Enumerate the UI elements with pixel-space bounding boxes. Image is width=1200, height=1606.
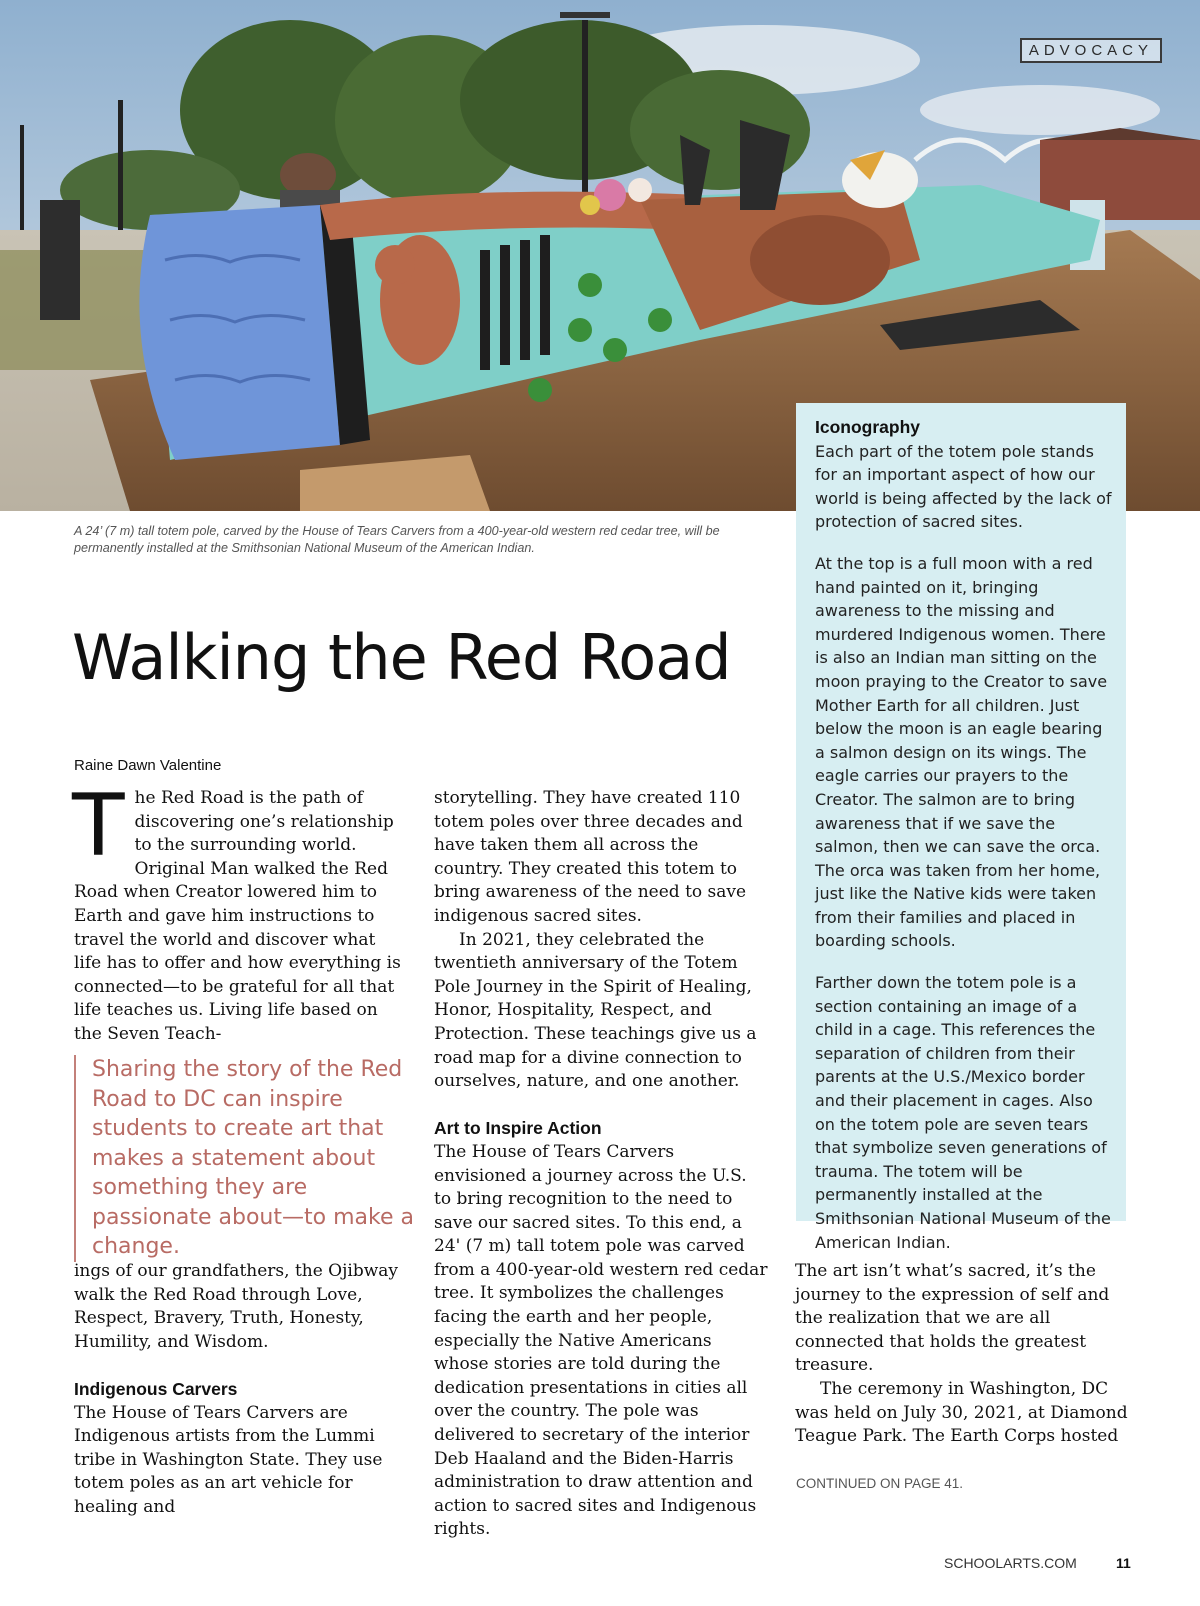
article-title: Walking the Red Road (72, 621, 731, 694)
sidebar-paragraph-1: Each part of the totem pole stands for an important aspect of how our world is being affected by the lack of protection of sacred sites. (815, 441, 1112, 532)
seven-teachings-paragraph: ings of our grandfathers, the Ojibway walk the Red Road through Love, Respect, Bravery, Truth, Honesty, Humility, and Wisdom. (74, 1261, 399, 1352)
anniversary-paragraph: In 2021, they celebrated the twentieth anniversary of the Totem Pole Journey in the Spirit of Healing, Honor, Hospitality, Respect, and Protection. These teachings give us a road map for a divine connection to ourselves, nature, and one another. (434, 929, 757, 1092)
section-tag: ADVOCACY (1020, 38, 1162, 63)
column-2 (434, 787, 769, 1542)
photo-caption: A 24’ (7 m) tall totem pole, carved by the House of Tears Carvers from a 400-year-old western red cedar tree, will be permanently installed at the Smithsonian National Museum of the American Indian. (74, 524, 720, 555)
storytelling-paragraph: storytelling. They have created 110 totem poles over three decades and have taken them all across the country. They created this totem to bring awareness of the need to save indigenous sacred sites. (434, 788, 747, 926)
column-1-continued (74, 1260, 404, 1520)
journey-paragraph: The House of Tears Carvers envisioned a journey across the U.S. to bring recognition to the need to save our sacred sites. To this end, a 24' (7 m) tall totem pole was carved from a 400-year-old western red cedar tree. It symbolizes the challenges facing the earth and her people, especially the Native Americans whose stories are told during the dedication presentations in cities all over the country. The pole was delivered to secretary of the interior Deb Haaland and the Biden-Harris administration to draw attention and action to sacred sites and Indigenous rights. (434, 1141, 768, 1540)
sidebar-paragraph-2: At the top is a full moon with a red hand painted on it, bringing awareness to the missing and murdered Indigenous women. There is also an Indian man sitting on the moon praying to the Creator to save Mother Earth for all children. Just below the moon is an eagle bearing a salmon design on its wings. The eagle carries our prayers to the Creator. The salmon are to bring awareness that if we save the salmon, then we can save the orca. The orca was taken from her home, just like the Native kids were taken from their families and placed in boarding schools. (815, 553, 1108, 951)
drop-cap: T (72, 776, 125, 876)
column-1-intro (72, 776, 404, 1047)
carvers-paragraph: The House of Tears Carvers are Indigenous artists from the Lummi tribe in Washington State. They use totem poles as an art vehicle for healing and (74, 1402, 383, 1517)
iconography-sidebar (796, 403, 1126, 1252)
sacred-journey-paragraph: The art isn’t what’s sacred, it’s the journey to the expression of self and the realization that we are all connected that holds the greatest treasure. (795, 1261, 1110, 1376)
heading-art-to-inspire-action: Art to Inspire Action (434, 1118, 602, 1139)
intro-text: he Red Road is the path of discovering one’s relationship to the surrounding world. Original Man walked the Red Road when Creator lowered him to Earth and gave him instructions to travel the world and discover what life has to offer and how everything is connected—to be grateful for all that life teaches us. Living life based on the Seven Teach- (74, 788, 401, 1044)
author-byline: Raine Dawn Valentine (74, 757, 222, 774)
intro-paragraph (72, 776, 404, 1047)
sidebar-paragraph-3: Farther down the totem pole is a section containing an image of a child in a cage. This references the separation of children from their parents at the U.S./Mexico border and their placement in cages. Also on the totem pole are seven tears that symbolize seven generations of trauma. The totem will be permanently installed at the Smithsonian National Museum of the American Indian. (815, 973, 1111, 1252)
ceremony-paragraph: The ceremony in Washington, DC was held on July 30, 2021, at Diamond Teague Park. The Earth Corps hosted (795, 1378, 1128, 1447)
column-3 (795, 1260, 1130, 1449)
footer-site: SCHOOLARTS.COM (944, 1555, 1077, 1571)
page-number: 11 (1116, 1555, 1131, 1571)
heading-indigenous-carvers: Indigenous Carvers (74, 1378, 238, 1399)
sidebar-title: Iconography (815, 417, 921, 437)
pull-quote: Sharing the story of the Red Road to DC can inspire students to create art that makes a statement about something they are passionate about—to make a change. (74, 1055, 432, 1262)
continued-note: CONTINUED ON PAGE 41. (796, 1476, 964, 1491)
